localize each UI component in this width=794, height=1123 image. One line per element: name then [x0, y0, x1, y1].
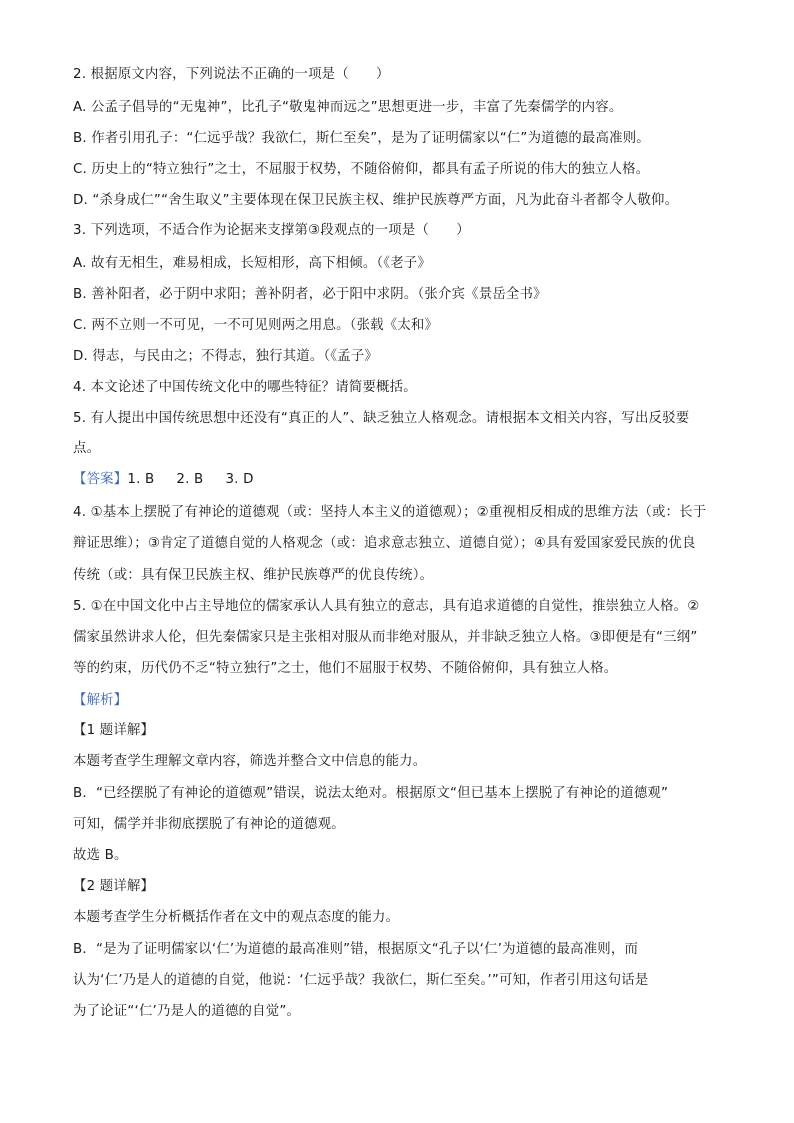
- question-5-stem-line-1: 5. 有人提出中国传统思想中还没有“真正的人”、缺乏独立人格观念。请根据本文相关内容，写出反驳要: [73, 411, 690, 426]
- answer-4-line-3: 传统（或：具有保卫民族主权、维护民族尊严的优良传统）。: [73, 568, 434, 583]
- question-5-stem-line-2: 点。: [73, 441, 101, 456]
- question-3-option-a: A. 故有无相生，难易相成，长短相形，高下相倾。（《老子》: [73, 256, 431, 271]
- answer-2: 2. B: [176, 472, 204, 487]
- detail-2-line-1: 本题考查学生分析概括作者在文中的观点态度的能力。: [73, 910, 400, 925]
- question-2-option-b: B. 作者引用孔子：“仁远乎哉？我欲仁，斯仁至矣”，是为了证明儒家以“仁”为道德的最高准则。: [73, 131, 650, 146]
- answer-5-line-1: 5. ①在中国文化中占主导地位的儒家承认人具有独立的意志，具有追求道德的自觉性，推崇独立人格。②: [73, 599, 700, 614]
- answer-5-line-2: 儒家虽然讲求人伦，但先秦儒家只是主张相对服从而非绝对服从，并非缺乏独立人格。③即便是有“三纲”: [73, 630, 698, 645]
- answer-summary: [73, 470, 728, 490]
- detail-1-line-2: B．“已经摆脱了有神论的道德观”错误，说法太绝对。根据原文“但已基本上摆脱了有神论的道德观”: [73, 786, 669, 801]
- detail-2-line-3: 认为‘仁’乃是人的道德的自觉，他说：‘仁远乎哉？我欲仁，斯仁至矣。’”可知，作者引用这句话是: [73, 973, 649, 988]
- answer-4-line-1: 4. ①基本上摆脱了有神论的道德观（或：坚持人本主义的道德观）；②重视相反相成的思维方法（或：长于: [73, 505, 707, 520]
- detail-1-line-4: 故选 B。: [73, 848, 128, 863]
- answer-5-line-3: 等的约束，历代仍不乏“特立独行”之士，他们不屈服于权势、不随俗俯仰，具有独立人格。: [73, 661, 618, 676]
- question-3-option-d: D. 得志，与民由之；不得志，独行其道。（《孟子》: [73, 349, 379, 364]
- question-3-stem: 3. 下列选项，不适合作为论据来支撑第③段观点的一项是（ ）: [73, 223, 470, 238]
- question-3-option-b: B. 善补阳者，必于阴中求阳；善补阴者，必于阳中求阴。（张介宾《景岳全书》: [73, 287, 547, 302]
- question-2-option-a: A. 公孟子倡导的“无鬼神”，比孔子“敬鬼神而远之”思想更进一步，丰富了先秦儒学的内容。: [73, 100, 623, 115]
- detail-1-line-3: 可知，儒学并非彻底摆脱了有神论的道德观。: [73, 817, 345, 832]
- answer-3: 3. D: [225, 472, 254, 487]
- analysis-tag: 【解析】: [73, 693, 128, 708]
- detail-1-tag: 【1 题详解】: [73, 723, 155, 738]
- answer-tag: 【答案】: [73, 472, 128, 487]
- detail-2-line-4: 为了论证“‘仁’乃是人的道德的自觉”。: [73, 1004, 301, 1019]
- question-4-stem: 4. 本文论述了中国传统文化中的哪些特征？请简要概括。: [73, 380, 417, 395]
- answer-4-line-2: 辩证思维）；③肯定了道德自觉的人格观念（或：追求意志独立、道德自觉）；④具有爱国家爱民族的优良: [73, 536, 696, 551]
- question-2-stem: 2. 根据原文内容，下列说法不正确的一项是（ ）: [73, 67, 390, 82]
- answer-1: 1. B: [127, 472, 155, 487]
- detail-2-tag: 【2 题详解】: [73, 879, 155, 894]
- question-3-option-c: C. 两不立则一不可见，一不可见则两之用息。（张载《太和》: [73, 318, 439, 333]
- question-2-option-d: D. “杀身成仁”“舍生取义”主要体现在保卫民族主权、维护民族尊严方面，凡为此奋斗者都令人敬仰。: [73, 193, 679, 208]
- detail-2-line-2: B．“是为了证明儒家以‘仁’为道德的最高准则”错，根据原文“孔子以‘仁’为道德的最高准则，而: [73, 942, 639, 957]
- question-2-option-c: C. 历史上的“特立独行”之士，不屈服于权势，不随俗俯仰，都具有孟子所说的伟大的独立人格。: [73, 162, 650, 177]
- detail-1-line-1: 本题考查学生理解文章内容，筛选并整合文中信息的能力。: [73, 754, 427, 769]
